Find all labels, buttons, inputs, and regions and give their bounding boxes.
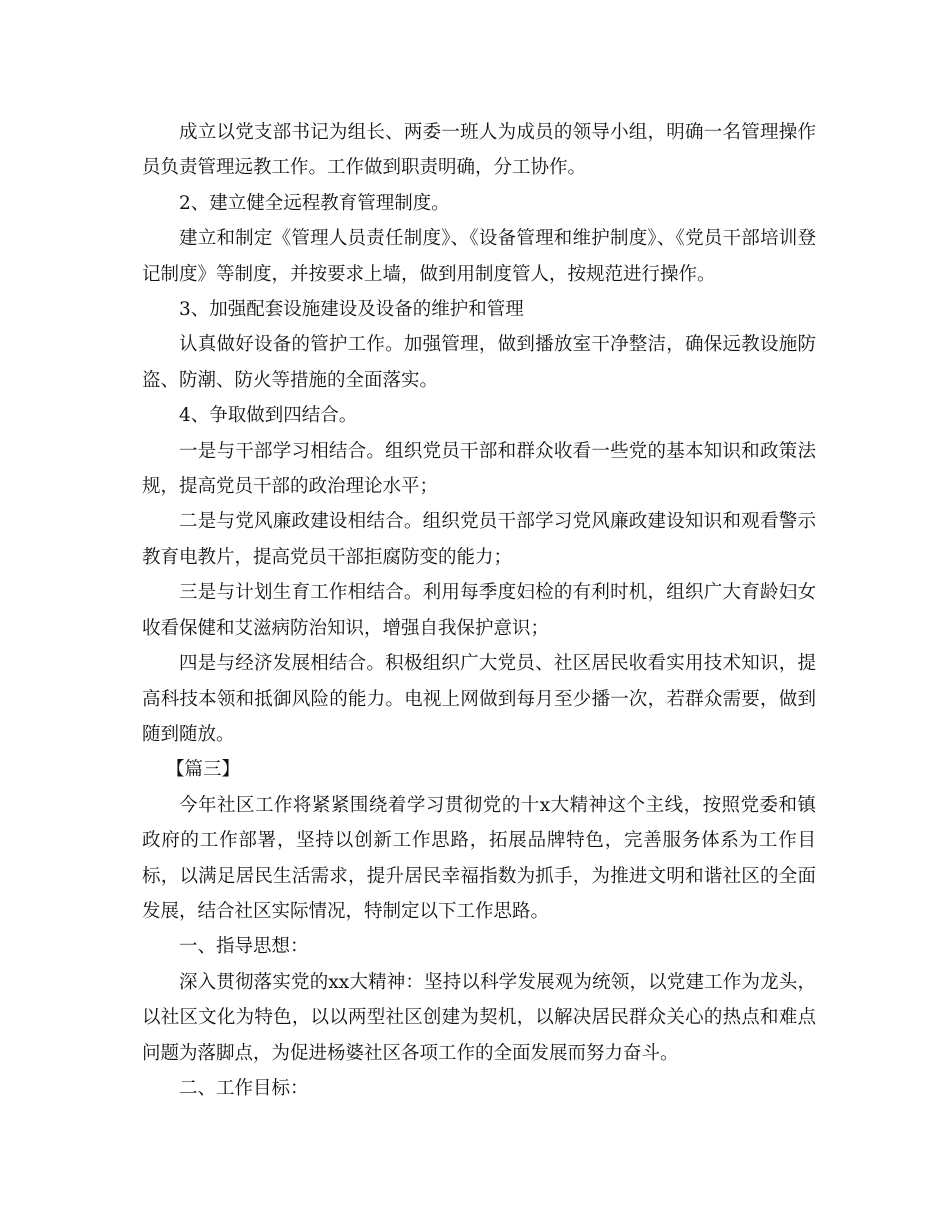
paragraph-rules: 建立和制定《管理人员责任制度》、《设备管理和维护制度》、《党员干部培训登记制度》等制度，并按要求上墙，做到用制度管人，按规范进行操作。 — [142, 228, 816, 285]
paragraph-leading-group: 成立以党支部书记为组长、两委一班人为成员的领导小组，明确一名管理操作员负责管理远教工作。工作做到职责明确，分工协作。 — [142, 122, 816, 179]
paragraph-item-3: 3、加强配套设施建设及设备的维护和管理 — [179, 299, 524, 321]
paragraph-third-combination: 三是与计划生育工作相结合。利用每季度妇检的有利时机，组织广大育龄妇女收看保健和艾滋病防治知识，增强自我保护意识； — [142, 582, 816, 639]
paragraph-item-4: 4、争取做到四结合。 — [179, 405, 358, 427]
paragraph-guiding-ideology: 深入贯彻落实党的xx大精神：坚持以科学发展观为统领，以党建工作为龙头，以社区文化为特色，以以两型社区创建为契机，以解决居民群众关心的热点和难点问题为落脚点，为促进杨婆社区各项工作的全面发展而努力奋斗。 — [142, 971, 816, 1064]
paragraph-fourth-combination: 四是与经济发展相结合。积极组织广大党员、社区居民收看实用技术知识，提高科技本领和抵御风险的能力。电视上网做到每月至少播一次，若群众需要，做到随到随放。 — [142, 653, 816, 745]
paragraph-item-2: 2、建立健全远程教育管理制度。 — [179, 192, 450, 214]
paragraph-work-plan: 今年社区工作将紧紧围绕着学习贯彻党的十x大精神这个主线，按照党委和镇政府的工作部署，坚持以创新工作思路，拓展品牌特色，完善服务体系为工作目标，以满足居民生活需求，提升居民幸福指数为抓手，为推进文明和谐社区的全面发展，结合社区实际情况，特制定以下工作思路。 — [142, 794, 816, 922]
paragraph-second-combination: 二是与党风廉政建设相结合。组织党员干部学习党风廉政建设知识和观看警示教育电教片，提高党员干部拒腐防变的能力； — [142, 511, 816, 568]
paragraph-equipment: 认真做好设备的管护工作。加强管理，做到播放室干净整洁，确保远教设施防盗、防潮、防火等措施的全面落实。 — [142, 334, 816, 391]
paragraph-first-combination: 一是与干部学习相结合。组织党员干部和群众收看一些党的基本知识和政策法规，提高党员干部的政治理论水平； — [142, 440, 816, 498]
section-heading-part-three: 【篇三】 — [166, 759, 241, 781]
document-body — [142, 115, 816, 1106]
heading-work-goals: 二、工作目标： — [179, 1077, 309, 1099]
heading-guiding-ideology: 一、指导思想： — [179, 936, 309, 958]
